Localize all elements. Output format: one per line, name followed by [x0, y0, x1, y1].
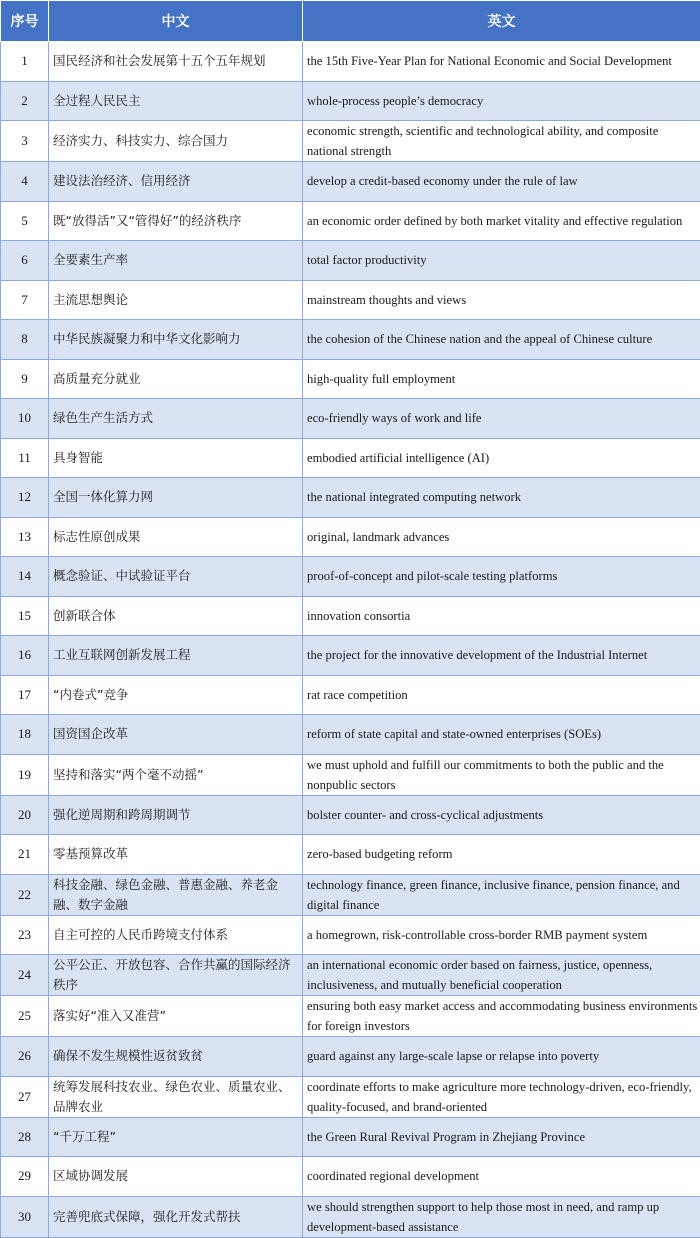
chinese-term: 区域协调发展 [49, 1157, 303, 1197]
table-row [1, 754, 700, 795]
row-number: 1 [1, 42, 49, 82]
row-number: 11 [1, 438, 49, 478]
chinese-term: 科技金融、绿色金融、普惠金融、养老金融、数字金融 [49, 874, 303, 915]
row-number: 16 [1, 636, 49, 676]
row-number: 4 [1, 162, 49, 202]
table-row [1, 517, 700, 557]
english-term: we must uphold and fulfill our commitments to both the public and the nonpublic sectors [303, 754, 700, 795]
english-term: proof-of-concept and pilot-scale testing platforms [303, 557, 700, 597]
chinese-term: 自主可控的人民币跨境支付体系 [49, 915, 303, 955]
english-term: innovation consortia [303, 596, 700, 636]
english-term: the Green Rural Revival Program in Zhejiang Province [303, 1117, 700, 1157]
english-term: original, landmark advances [303, 517, 700, 557]
chinese-term: 概念验证、中试验证平台 [49, 557, 303, 597]
chinese-term: 绿色生产生活方式 [49, 399, 303, 439]
row-number: 28 [1, 1117, 49, 1157]
row-number: 12 [1, 478, 49, 518]
chinese-term: 既“放得活”又“管得好”的经济秩序 [49, 201, 303, 241]
english-term: embodied artificial intelligence (AI) [303, 438, 700, 478]
chinese-term: 创新联合体 [49, 596, 303, 636]
row-number: 22 [1, 874, 49, 915]
english-term: reform of state capital and state-owned enterprises (SOEs) [303, 715, 700, 755]
english-term: develop a credit-based economy under the rule of law [303, 162, 700, 202]
row-number: 15 [1, 596, 49, 636]
header-number: 序号 [1, 1, 49, 42]
row-number: 27 [1, 1076, 49, 1117]
table-row [1, 359, 700, 399]
table-row [1, 81, 700, 121]
chinese-term: “千万工程” [49, 1117, 303, 1157]
english-term: a homegrown, risk-controllable cross-border RMB payment system [303, 915, 700, 955]
chinese-term: 全过程人民民主 [49, 81, 303, 121]
table-row [1, 42, 700, 82]
english-term: the project for the innovative development of the Industrial Internet [303, 636, 700, 676]
chinese-term: 完善兜底式保障，强化开发式帮扶 [49, 1196, 303, 1237]
row-number: 9 [1, 359, 49, 399]
table-row [1, 241, 700, 281]
english-term: high-quality full employment [303, 359, 700, 399]
header-chinese: 中文 [49, 1, 303, 42]
table-row [1, 596, 700, 636]
table-row [1, 835, 700, 875]
row-number: 25 [1, 996, 49, 1037]
english-term: guard against any large-scale lapse or relapse into poverty [303, 1037, 700, 1077]
english-term: mainstream thoughts and views [303, 280, 700, 320]
chinese-term: 确保不发生规模性返贫致贫 [49, 1037, 303, 1077]
table-row [1, 121, 700, 162]
row-number: 7 [1, 280, 49, 320]
chinese-term: “内卷式”竞争 [49, 675, 303, 715]
row-number: 26 [1, 1037, 49, 1077]
header-row [1, 1, 700, 42]
row-number: 20 [1, 795, 49, 835]
english-term: bolster counter- and cross-cyclical adjustments [303, 795, 700, 835]
table-row [1, 1117, 700, 1157]
row-number: 18 [1, 715, 49, 755]
row-number: 30 [1, 1196, 49, 1237]
table-row [1, 1157, 700, 1197]
chinese-term: 具身智能 [49, 438, 303, 478]
english-term: coordinated regional development [303, 1157, 700, 1197]
english-term: an economic order defined by both market vitality and effective regulation [303, 201, 700, 241]
chinese-term: 经济实力、科技实力、综合国力 [49, 121, 303, 162]
row-number: 13 [1, 517, 49, 557]
table-row [1, 795, 700, 835]
chinese-term: 主流思想舆论 [49, 280, 303, 320]
english-term: technology finance, green finance, inclusive finance, pension finance, and digital finance [303, 874, 700, 915]
chinese-term: 国民经济和社会发展第十五个五年规划 [49, 42, 303, 82]
table-row [1, 320, 700, 360]
chinese-term: 建设法治经济、信用经济 [49, 162, 303, 202]
table-row [1, 438, 700, 478]
table-row [1, 915, 700, 955]
row-number: 5 [1, 201, 49, 241]
chinese-term: 中华民族凝聚力和中华文化影响力 [49, 320, 303, 360]
table-row [1, 399, 700, 439]
english-term: coordinate efforts to make agriculture more technology-driven, eco-friendly, quality-focused, and brand-oriented [303, 1076, 700, 1117]
english-term: the national integrated computing network [303, 478, 700, 518]
english-term: zero-based budgeting reform [303, 835, 700, 875]
chinese-term: 全要素生产率 [49, 241, 303, 281]
row-number: 17 [1, 675, 49, 715]
row-number: 14 [1, 557, 49, 597]
table-row [1, 636, 700, 676]
english-term: we should strengthen support to help those most in need, and ramp up development-based assistance [303, 1196, 700, 1237]
header-english: 英文 [303, 1, 700, 42]
english-term: the 15th Five-Year Plan for National Economic and Social Development [303, 42, 700, 82]
chinese-term: 坚持和落实“两个毫不动摇” [49, 754, 303, 795]
table-row [1, 675, 700, 715]
table-row [1, 715, 700, 755]
row-number: 2 [1, 81, 49, 121]
english-term: eco-friendly ways of work and life [303, 399, 700, 439]
chinese-term: 零基预算改革 [49, 835, 303, 875]
chinese-term: 公平公正、开放包容、合作共赢的国际经济秩序 [49, 955, 303, 996]
table-row [1, 280, 700, 320]
chinese-term: 全国一体化算力网 [49, 478, 303, 518]
table-row [1, 1037, 700, 1077]
english-term: rat race competition [303, 675, 700, 715]
row-number: 29 [1, 1157, 49, 1197]
table-row [1, 955, 700, 996]
row-number: 6 [1, 241, 49, 281]
table-row [1, 162, 700, 202]
chinese-term: 落实好“准入又准营” [49, 996, 303, 1037]
english-term: the cohesion of the Chinese nation and the appeal of Chinese culture [303, 320, 700, 360]
english-term: economic strength, scientific and technological ability, and composite national strength [303, 121, 700, 162]
table-row [1, 1196, 700, 1237]
chinese-term: 工业互联网创新发展工程 [49, 636, 303, 676]
chinese-term: 高质量充分就业 [49, 359, 303, 399]
row-number: 23 [1, 915, 49, 955]
row-number: 10 [1, 399, 49, 439]
english-term: ensuring both easy market access and accommodating business environments for foreign investors [303, 996, 700, 1037]
chinese-term: 强化逆周期和跨周期调节 [49, 795, 303, 835]
row-number: 21 [1, 835, 49, 875]
english-term: total factor productivity [303, 241, 700, 281]
english-term: whole-process people’s democracy [303, 81, 700, 121]
chinese-term: 标志性原创成果 [49, 517, 303, 557]
table-row [1, 201, 700, 241]
table-row [1, 1076, 700, 1117]
chinese-term: 国资国企改革 [49, 715, 303, 755]
english-term: an international economic order based on fairness, justice, openness, inclusiveness, and mutually beneficial cooperation [303, 955, 700, 996]
table-row [1, 478, 700, 518]
row-number: 8 [1, 320, 49, 360]
table-row [1, 996, 700, 1037]
row-number: 3 [1, 121, 49, 162]
row-number: 19 [1, 754, 49, 795]
table-row [1, 874, 700, 915]
table-row [1, 557, 700, 597]
chinese-term: 统筹发展科技农业、绿色农业、质量农业、品牌农业 [49, 1076, 303, 1117]
row-number: 24 [1, 955, 49, 996]
